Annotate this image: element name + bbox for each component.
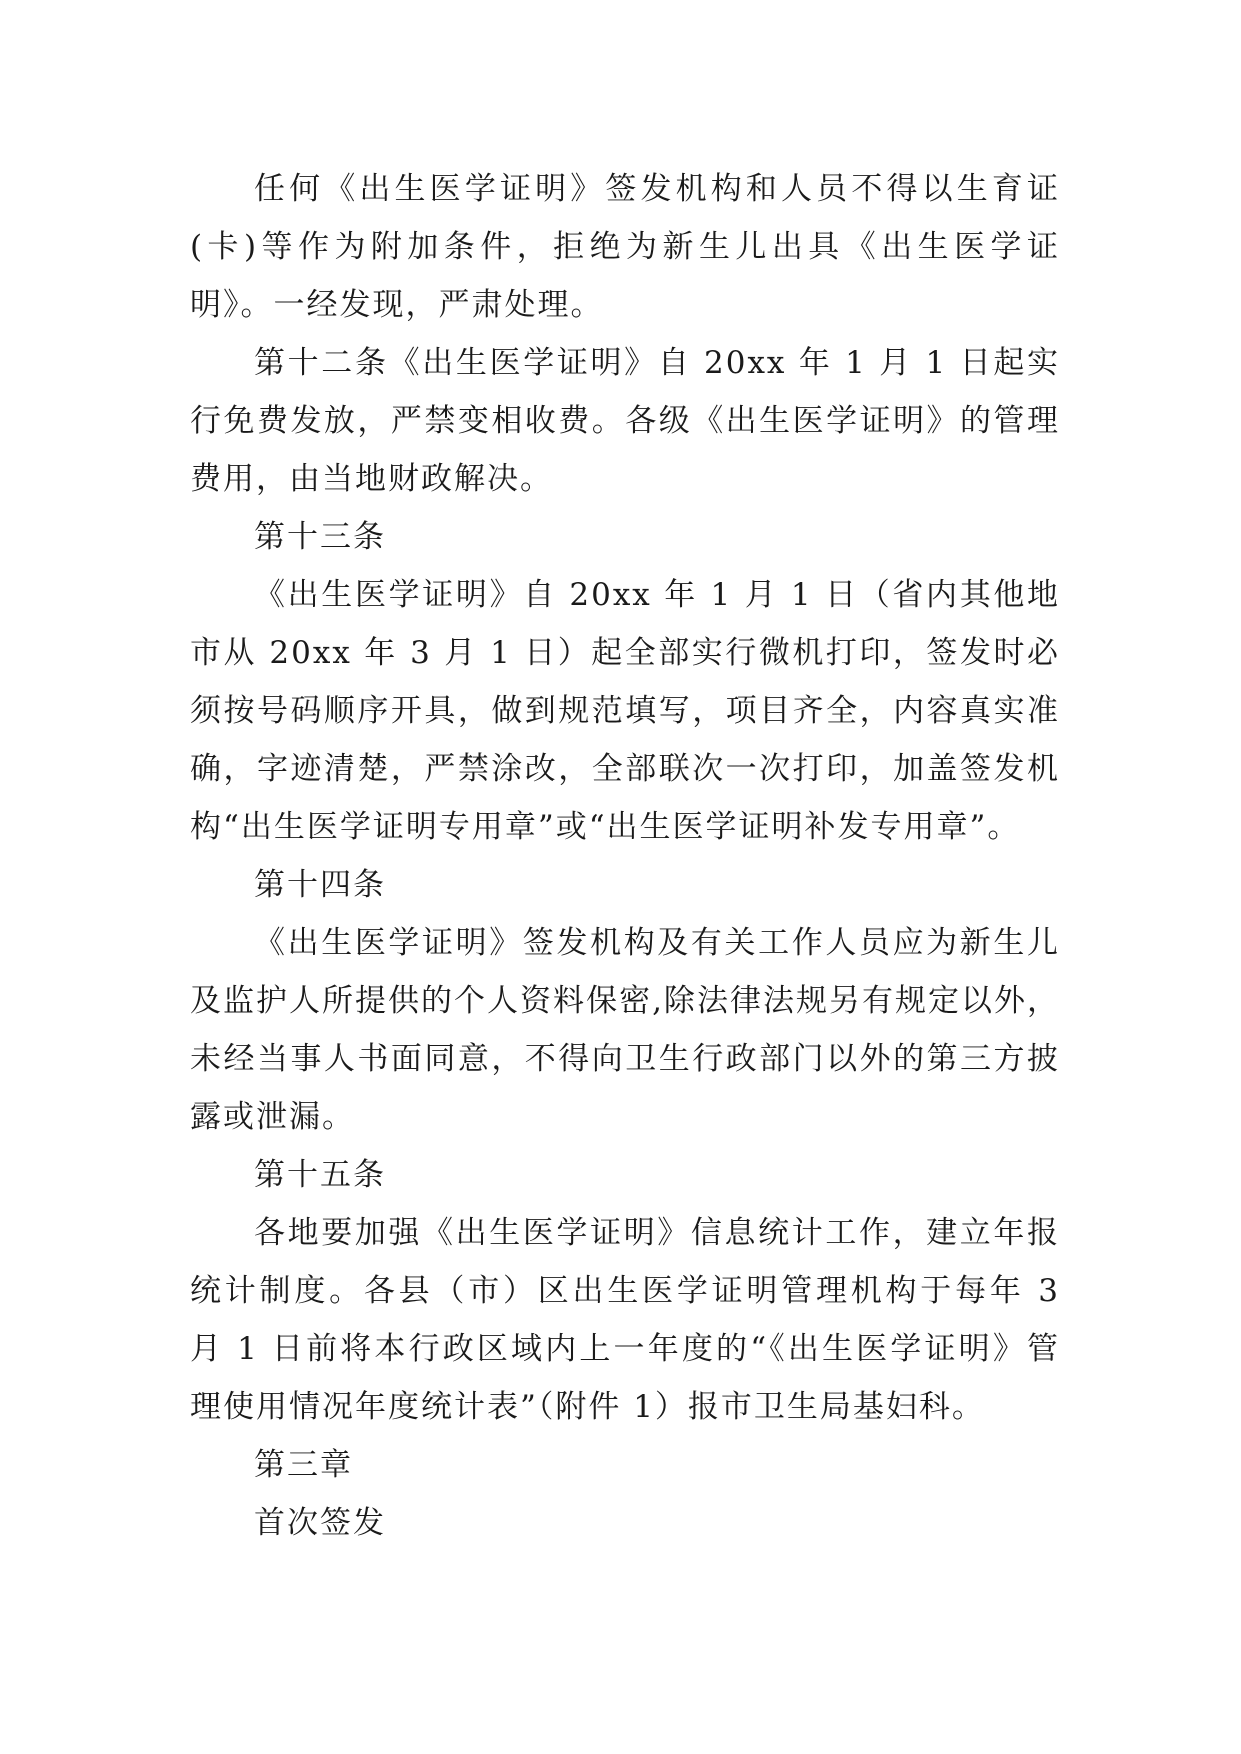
heading-article-15: 第十五条	[254, 1157, 386, 1193]
heading-chapter-3: 第三章	[254, 1447, 353, 1483]
paragraph-issuance-conditions: 任何《出生医学证明》签发机构和人员不得以生育证(卡)等作为附加条件，拒绝为新生儿出具《出生医学证明》。一经发现，严肃处理。	[190, 171, 1060, 323]
paragraph-article-14: 《出生医学证明》签发机构及有关工作人员应为新生儿及监护人所提供的个人资料保密,除法律法规另有规定以外，未经当事人书面同意，不得向卫生行政部门以外的第三方披露或泄漏。	[190, 925, 1060, 1135]
paragraph-article-15: 各地要加强《出生医学证明》信息统计工作，建立年报统计制度。各县（市）区出生医学证明管理机构于每年 3 月 1 日前将本行政区域内上一年度的“《出生医学证明》管理使用情况年度统计表”（附件 1）报市卫生局基妇科。	[190, 1215, 1060, 1425]
document-body	[190, 160, 1060, 1552]
heading-article-13: 第十三条	[254, 519, 386, 555]
paragraph-article-13: 《出生医学证明》自 20xx 年 1 月 1 日（省内其他地市从 20xx 年 3 月 1 日）起全部实行微机打印，签发时必须按号码顺序开具，做到规范填写，项目齐全，内容真实准确，字迹清楚，严禁涂改，全部联次一次打印，加盖签发机构“出生医学证明专用章”或“出生医学证明补发专用章”。	[190, 577, 1060, 845]
paragraph-article-12: 第十二条《出生医学证明》自 20xx 年 1 月 1 日起实行免费发放，严禁变相收费。各级《出生医学证明》的管理费用，由当地财政解决。	[190, 345, 1060, 497]
heading-first-issuance: 首次签发	[254, 1505, 386, 1541]
heading-article-14: 第十四条	[254, 867, 386, 903]
